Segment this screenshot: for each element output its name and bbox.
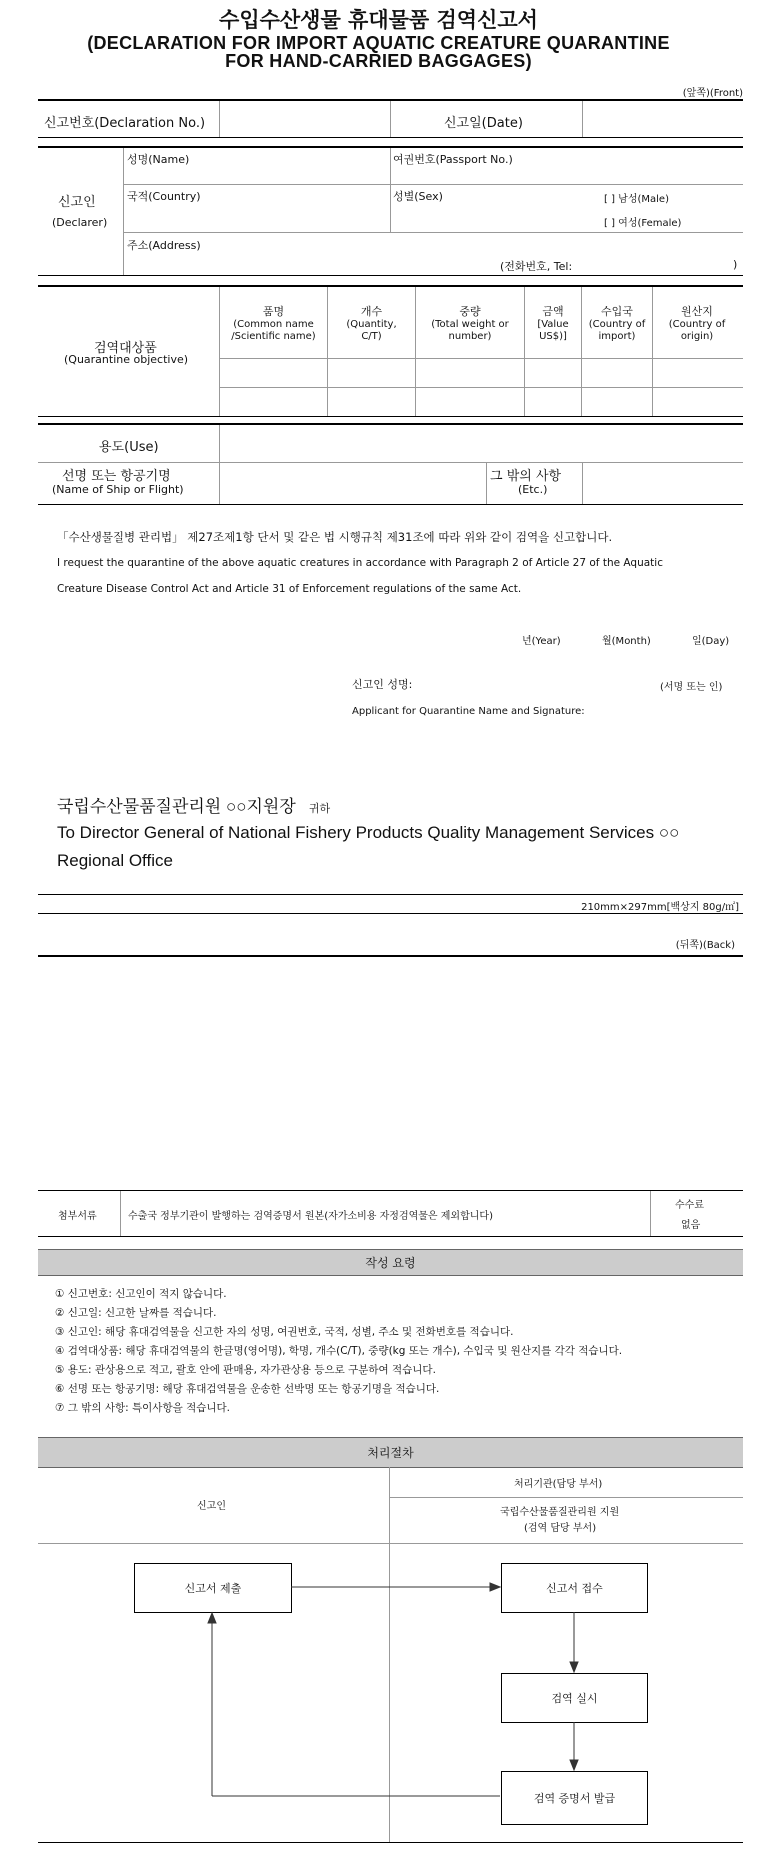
passport-label: 여권번호(Passport No.) xyxy=(393,153,513,166)
address-label: 주소(Address) xyxy=(127,239,201,252)
date-month: 월(Month) xyxy=(602,636,651,647)
name-label: 성명(Name) xyxy=(127,153,190,166)
col-weight: 중량 (Total weight or number) xyxy=(431,305,509,342)
statement-en-line1: I request the quarantine of the above aquatic creatures in accordance with Paragraph 2 of Article 27 of the Aquatic xyxy=(57,557,663,569)
guide-item: ③ 신고인: 해당 휴대검역물을 신고한 자의 성명, 여권번호, 국적, 성별, 주소 및 전화번호를 적습니다. xyxy=(55,1326,514,1338)
etc-label-en: (Etc.) xyxy=(518,483,548,496)
ship-label: 선명 또는 항공기명 xyxy=(62,469,171,484)
col-common-name: 품명 (Common name /Scientific name) xyxy=(231,305,316,342)
process-right-header-line1: 국립수산물품질관리원 지원 xyxy=(500,1507,620,1518)
col-quantity: 개수 (Quantity, C/T) xyxy=(346,305,397,342)
guide-title: 작성 요령 xyxy=(365,1256,416,1270)
process-step-inspect: 검역 실시 xyxy=(501,1673,648,1723)
applicant-name-en: Applicant for Quarantine Name and Signature: xyxy=(352,706,585,717)
process-left-header: 신고인 xyxy=(197,1501,226,1512)
process-step-submit: 신고서 제출 xyxy=(134,1563,292,1613)
addressee-en-line1: To Director General of National Fishery Products Quality Management Services ○○ xyxy=(57,823,680,842)
statement-ko: 「수산생물질병 관리법」 제27조제1항 단서 및 같은 법 시행규칙 제31조에 따라 위와 같이 검역을 신고합니다. xyxy=(57,530,613,544)
declarer-label-en: (Declarer) xyxy=(52,216,108,229)
process-step-issue: 검역 증명서 발급 xyxy=(501,1771,648,1825)
guide-item: ① 신고번호: 신고인이 적지 않습니다. xyxy=(55,1288,227,1300)
guide-item: ⑥ 선명 또는 항공기명: 해당 휴대검역물을 운송한 선박명 또는 항공기명을 적습니다. xyxy=(55,1383,440,1395)
form-title-en-line1: (DECLARATION FOR IMPORT AQUATIC CREATURE QUARANTINE xyxy=(87,33,670,53)
tel-close: ) xyxy=(733,258,738,271)
tel-label: (전화번호, Tel: xyxy=(500,260,573,273)
arrow-head-icon xyxy=(570,1662,578,1672)
addressee-suffix: 귀하 xyxy=(308,802,331,815)
guide-item: ⑦ 그 밖의 사항: 특이사항을 적습니다. xyxy=(55,1402,230,1414)
addressee-ko: 국립수산물품질관리원 ○○지원장 xyxy=(57,797,296,816)
objective-label-en: (Quarantine objective) xyxy=(64,353,189,366)
paper-size: 210mm×297mm[백상지 80g/㎡] xyxy=(581,902,739,913)
date-day: 일(Day) xyxy=(692,636,730,647)
arrow-head-icon xyxy=(570,1760,578,1770)
guide-item: ④ 검역대상품: 해당 휴대검역물의 한글명(영어명), 학명, 개수(C/T), 중량(kg 또는 개수), 수입국 및 원산지를 각각 적습니다. xyxy=(55,1345,623,1357)
ship-label-en: (Name of Ship or Flight) xyxy=(52,483,184,496)
sex-label: 성별(Sex) xyxy=(393,190,443,203)
fee-value: 없음 xyxy=(681,1220,701,1231)
process-title: 처리절차 xyxy=(367,1446,414,1460)
statement-en-line2: Creature Disease Control Act and Article 31 of Enforcement regulations of the same Act. xyxy=(57,583,522,595)
form-title-en-line2: FOR HAND-CARRIED BAGGAGES) xyxy=(225,51,532,71)
applicant-name-label: 신고인 성명: xyxy=(352,678,413,691)
col-origin: 원산지 (Country of origin) xyxy=(668,305,726,342)
date-year: 년(Year) xyxy=(522,636,561,647)
sign-hint: (서명 또는 인) xyxy=(660,682,723,693)
process-step-receive: 신고서 접수 xyxy=(501,1563,648,1613)
process-right-header-line2: (검역 담당 부서) xyxy=(524,1523,597,1534)
declaration-date-label: 신고일(Date) xyxy=(444,116,523,131)
declaration-no-label: 신고번호(Declaration No.) xyxy=(44,116,206,131)
col-value: 금액 [Value US$)] xyxy=(537,305,569,342)
use-label: 용도(Use) xyxy=(99,440,159,455)
sex-female-checkbox[interactable]: [ ] 여성(Female) xyxy=(604,218,682,229)
process-right-header-top: 처리기관(담당 부서) xyxy=(514,1479,603,1490)
sex-male-checkbox[interactable]: [ ] 남성(Male) xyxy=(604,194,669,205)
guide-item: ② 신고일: 신고한 날짜를 적습니다. xyxy=(55,1307,217,1319)
attachments-content: 수출국 정부기관이 발행하는 검역증명서 원본(자가소비용 자정검역물은 제외합니다) xyxy=(128,1211,493,1222)
guide-item: ⑤ 용도: 관상용으로 적고, 괄호 안에 판매용, 자가관상용 등으로 구분하여 적습니다. xyxy=(55,1364,436,1376)
front-label: (앞쪽)(Front) xyxy=(682,88,743,99)
etc-label: 그 밖의 사항 xyxy=(490,469,562,484)
back-label: (뒤쪽)(Back) xyxy=(675,940,735,951)
objective-label: 검역대상품 xyxy=(94,341,157,356)
country-label: 국적(Country) xyxy=(127,190,201,203)
form-title: 수입수산생물 휴대물품 검역신고서 xyxy=(219,8,538,32)
fee-label: 수수료 xyxy=(675,1200,704,1211)
addressee-en-line2: Regional Office xyxy=(57,851,173,870)
col-import-country: 수입국 (Country of import) xyxy=(588,305,646,342)
declarer-label: 신고인 xyxy=(58,195,96,210)
divider xyxy=(38,1842,743,1843)
attachments-label: 첨부서류 xyxy=(58,1211,97,1222)
arrow-head-icon xyxy=(490,1583,500,1591)
arrow-head-icon xyxy=(208,1613,216,1623)
